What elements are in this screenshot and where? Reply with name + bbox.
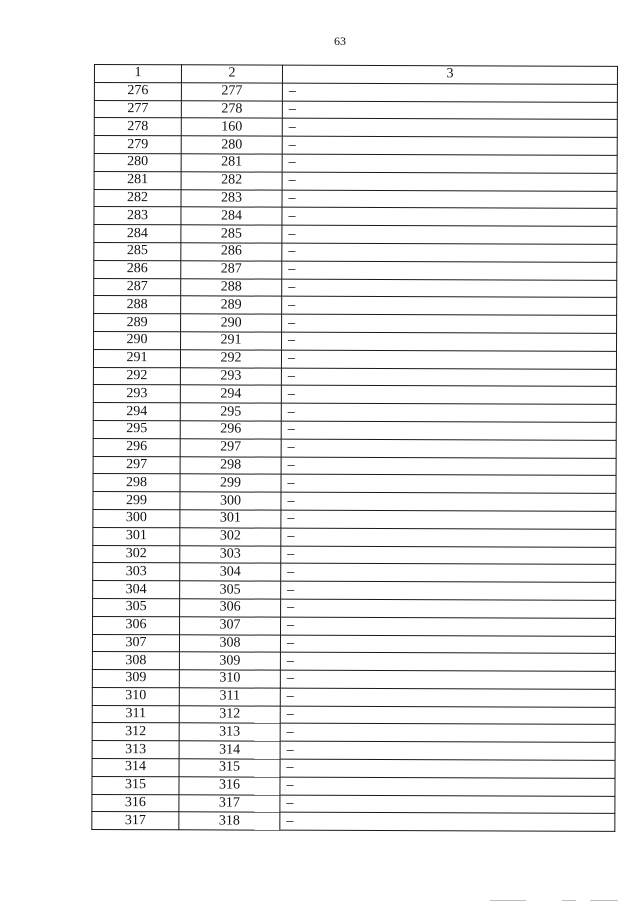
table-row (92, 705, 615, 725)
cell-column-2: 299 (180, 474, 281, 492)
cell-column-1: 296 (93, 438, 180, 456)
cell-column-1: 286 (94, 260, 181, 278)
cell-column-2: 309 (179, 652, 280, 670)
cell-column-2: 311 (179, 688, 280, 706)
cell-column-1: 290 (94, 331, 181, 349)
cell-column-3: – (281, 350, 616, 369)
cell-column-3: – (282, 136, 617, 155)
cell-column-2: 296 (180, 421, 281, 439)
table-row (93, 456, 616, 476)
cell-column-1: 282 (94, 189, 181, 207)
table-row (92, 634, 615, 654)
table-row (93, 438, 616, 458)
table-row (92, 776, 615, 796)
cell-column-3: – (282, 314, 617, 333)
cell-column-3: – (280, 813, 615, 832)
cell-column-1: 279 (94, 136, 181, 154)
cell-column-3: – (280, 670, 615, 689)
cell-column-2: 300 (180, 492, 281, 510)
cell-column-1: 303 (93, 563, 180, 581)
cell-column-1: 289 (94, 314, 181, 332)
cell-column-1: 309 (92, 670, 179, 688)
table-row (92, 794, 615, 814)
cell-column-2: 287 (181, 261, 282, 279)
cell-column-1: 288 (94, 296, 181, 314)
cell-column-3: – (282, 119, 617, 138)
cell-column-1: 307 (92, 634, 179, 652)
cell-column-1: 293 (93, 385, 180, 403)
cell-column-1: 287 (94, 278, 181, 296)
cell-column-2: 282 (181, 172, 282, 190)
cell-column-3: – (281, 599, 616, 618)
cell-column-3: – (282, 279, 617, 298)
cell-column-1: 300 (93, 509, 180, 527)
cell-column-1: 308 (92, 652, 179, 670)
page-number: 63 (334, 34, 346, 48)
cell-column-2: 286 (181, 243, 282, 261)
cell-column-1: 291 (93, 349, 180, 367)
cell-column-2: 313 (179, 723, 280, 741)
table-row (93, 616, 616, 636)
cell-column-2: 160 (181, 118, 282, 136)
cell-column-2: 293 (180, 367, 281, 385)
cell-column-1: 302 (93, 545, 180, 563)
table-row (92, 652, 615, 672)
cell-column-2: 312 (179, 705, 280, 723)
table-row (93, 581, 616, 601)
cell-column-2: 283 (181, 189, 282, 207)
table-row (92, 741, 615, 761)
cell-column-2: 285 (181, 225, 282, 243)
cell-column-2: 308 (179, 634, 280, 652)
cell-column-1: 313 (92, 741, 179, 759)
cell-column-1: 311 (92, 705, 179, 723)
cell-column-1: 304 (93, 581, 180, 599)
cell-column-1: 297 (93, 456, 180, 474)
column-header-2: 2 (181, 65, 282, 83)
cell-column-1: 298 (93, 474, 180, 492)
cell-column-3: – (282, 172, 617, 191)
cell-column-3: – (281, 581, 616, 600)
cell-column-1: 278 (94, 118, 181, 136)
scan-marks (490, 900, 630, 902)
cell-column-2: 306 (180, 599, 281, 617)
cell-column-1: 294 (93, 403, 180, 421)
cell-column-3: – (282, 225, 617, 244)
table-row (93, 598, 616, 618)
column-header-3: 3 (282, 65, 617, 84)
cell-column-1: 285 (94, 242, 181, 260)
cell-column-1: 314 (92, 759, 179, 777)
table-row (93, 367, 616, 387)
cell-column-2: 302 (180, 528, 281, 546)
cell-column-2: 290 (181, 314, 282, 332)
cell-column-3: – (280, 652, 615, 671)
cell-column-3: – (280, 777, 615, 796)
cell-column-3: – (281, 510, 616, 529)
table-row (94, 118, 617, 138)
cell-column-3: – (281, 617, 616, 636)
table-row (93, 509, 616, 529)
cell-column-2: 292 (180, 350, 281, 368)
table-row (93, 563, 616, 583)
cell-column-3: – (282, 101, 617, 120)
cell-column-3: – (281, 439, 616, 458)
cell-column-3: – (281, 546, 616, 565)
cell-column-2: 295 (180, 403, 281, 421)
cell-column-3: – (281, 492, 616, 511)
cell-column-1: 305 (93, 598, 180, 616)
cell-column-3: – (281, 528, 616, 547)
cell-column-1: 276 (94, 82, 181, 100)
header-row (94, 65, 617, 85)
cell-column-2: 316 (179, 777, 280, 795)
cell-column-1: 299 (93, 492, 180, 510)
cell-column-1: 295 (93, 420, 180, 438)
cell-column-2: 305 (180, 581, 281, 599)
cell-column-2: 280 (181, 136, 282, 154)
table-row (93, 420, 616, 440)
cell-column-2: 281 (181, 154, 282, 172)
cell-column-1: 277 (94, 100, 181, 118)
table-row (94, 260, 617, 280)
cell-column-3: – (282, 332, 617, 351)
cell-column-2: 288 (181, 278, 282, 296)
cell-column-2: 278 (181, 100, 282, 118)
table-row (92, 759, 615, 779)
table-row (93, 385, 616, 405)
cell-column-3: – (281, 403, 616, 422)
cell-column-3: – (280, 759, 615, 778)
table-row (94, 278, 617, 298)
table-row (93, 349, 616, 369)
cell-column-2: 297 (180, 439, 281, 457)
data-table (91, 64, 618, 832)
cell-column-1: 306 (93, 616, 180, 634)
cell-column-3: – (282, 83, 617, 102)
cell-column-3: – (281, 421, 616, 440)
cell-column-3: – (281, 563, 616, 582)
table-row (92, 723, 615, 743)
cell-column-3: – (281, 457, 616, 476)
column-header-1: 1 (94, 65, 181, 83)
cell-column-2: 301 (180, 510, 281, 528)
table-body (92, 82, 618, 831)
table-row (94, 225, 617, 245)
cell-column-3: – (282, 261, 617, 280)
cell-column-3: – (281, 385, 616, 404)
cell-column-3: – (282, 208, 617, 227)
cell-column-1: 316 (92, 794, 179, 812)
cell-column-3: – (281, 368, 616, 387)
cell-column-1: 310 (92, 687, 179, 705)
cell-column-2: 318 (179, 812, 280, 830)
table-row (94, 171, 617, 191)
table-row (92, 812, 615, 832)
cell-column-2: 289 (181, 296, 282, 314)
cell-column-2: 317 (179, 794, 280, 812)
cell-column-3: – (280, 741, 615, 760)
cell-column-1: 317 (92, 812, 179, 830)
cell-column-3: – (282, 190, 617, 209)
cell-column-1: 292 (93, 367, 180, 385)
cell-column-1: 281 (94, 171, 181, 189)
cell-column-2: 315 (179, 759, 280, 777)
cell-column-2: 310 (179, 670, 280, 688)
cell-column-1: 301 (93, 527, 180, 545)
table-row (94, 314, 617, 334)
cell-column-2: 314 (179, 741, 280, 759)
cell-column-2: 291 (181, 332, 282, 350)
table-row (93, 403, 616, 423)
table-row (92, 687, 615, 707)
cell-column-2: 277 (181, 83, 282, 101)
table-row (93, 474, 616, 494)
cell-column-3: – (282, 154, 617, 173)
cell-column-3: – (280, 724, 615, 743)
cell-column-1: 283 (94, 207, 181, 225)
table-row (94, 296, 617, 316)
table-row (94, 100, 617, 120)
cell-column-1: 280 (94, 153, 181, 171)
table-row (94, 82, 617, 102)
cell-column-3: – (281, 474, 616, 493)
table-row (93, 492, 616, 512)
table-row (94, 331, 617, 351)
cell-column-2: 294 (180, 385, 281, 403)
table-row (94, 189, 617, 209)
cell-column-2: 307 (180, 617, 281, 635)
cell-column-3: – (280, 795, 615, 814)
cell-column-2: 303 (180, 545, 281, 563)
table-row (93, 545, 616, 565)
cell-column-1: 284 (94, 225, 181, 243)
table-row (92, 670, 615, 690)
cell-column-2: 284 (181, 207, 282, 225)
cell-column-1: 315 (92, 776, 179, 794)
table-header (94, 65, 617, 85)
cell-column-3: – (280, 706, 615, 725)
cell-column-3: – (282, 297, 617, 316)
table-row (94, 242, 617, 262)
cell-column-3: – (280, 688, 615, 707)
cell-column-3: – (280, 635, 615, 654)
cell-column-1: 312 (92, 723, 179, 741)
table-row (94, 207, 617, 227)
cell-column-2: 304 (180, 563, 281, 581)
cell-column-3: – (282, 243, 617, 262)
table-row (94, 153, 617, 173)
table-row (94, 136, 617, 156)
table-row (93, 527, 616, 547)
cell-column-2: 298 (180, 456, 281, 474)
